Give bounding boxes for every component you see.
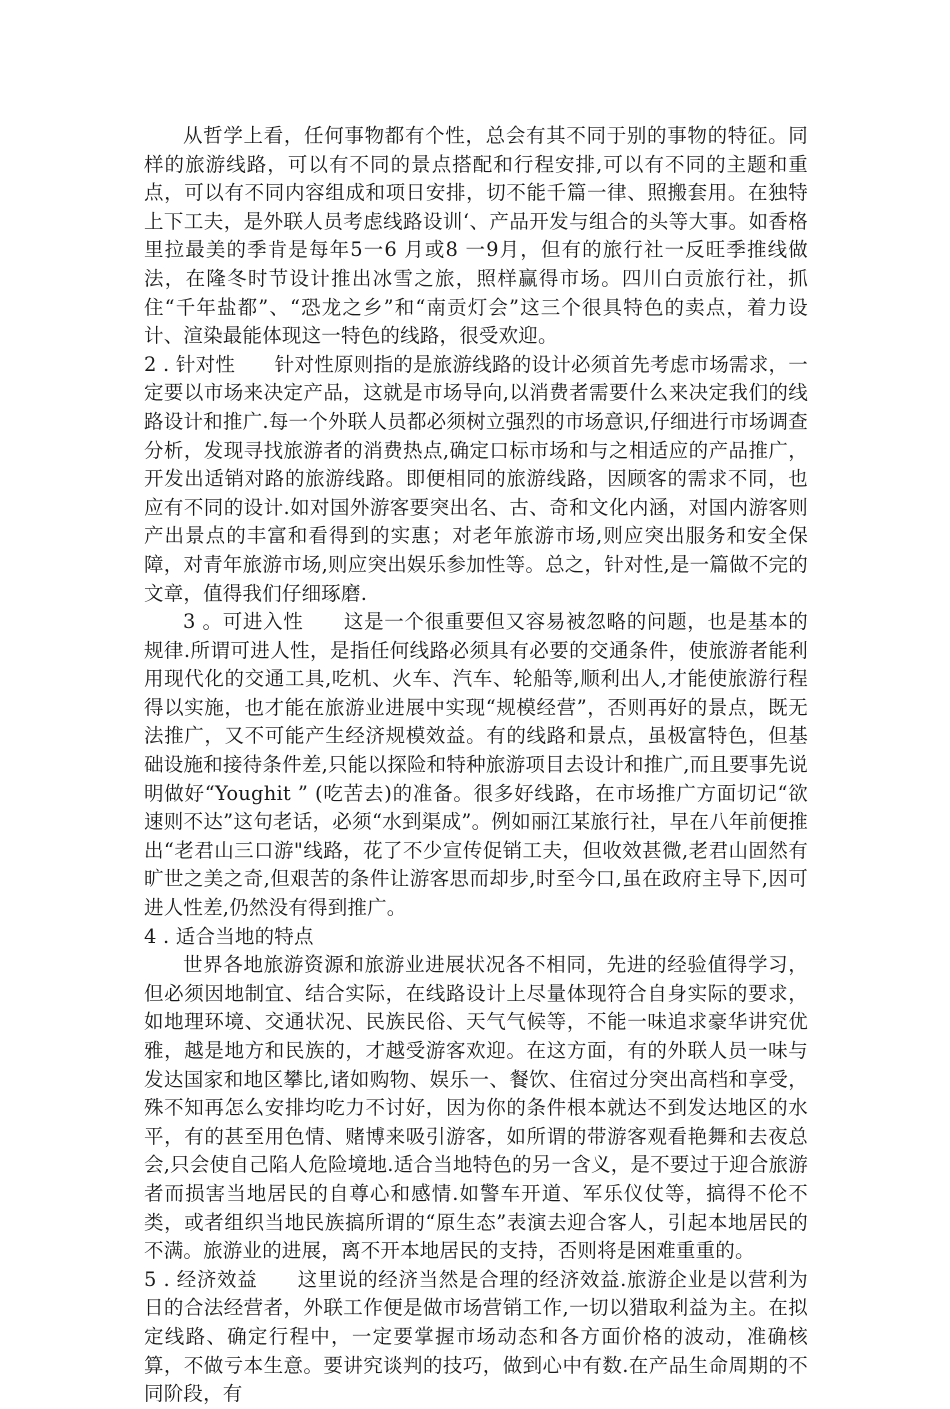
paragraph-local-characteristics-body: 世界各地旅游资源和旅游业进展状况各不相同，先进的经验值得学习，但必须因地制宜、结合实际，在线路设计上尽量体现符合自身实际的要求，如地理环境、交通状况、民族民俗、天气气候等，不能一味追求豪华讲究优雅，越是地方和民族的，才越受游客欢迎。在这方面，有的外联人员一味与发达国家和地区攀比,诸如购物、娱乐一、餐饮、住宿过分突出高档和享受，殊不知再怎么安排均吃力不讨好，因为你的条件根本就达不到发达地区的水平，有的甚至用色情、赌博来吸引游客，如所谓的带游客观看艳舞和去夜总会,只会使自己陷人危险境地.适合当地特色的另一含义，是不要过于迎合旅游者而损害当地居民的自尊心和感情.如警车开道、军乐仪仗等，搞得不伦不类，或者组织当地民族搞所谓的“原生态”表演去迎合客人，引起本地居民的不满。旅游业的进展，离不开本地居民的支持，否则将是困难重重的。	[144, 953, 808, 1263]
paragraph-uniqueness-body: 从哲学上看，任何事物都有个性，总会有其不同于别的事物的特征。同样的旅游线路，可以有不同的景点搭配和行程安排,可以有不同的主题和重点，可以有不同内容组成和项日安排，切不能千篇一律、照搬套用。在独特上下工夫，是外联人员考虑线路设训‘、产品开发与组合的头等大事。如香格里拉最美的季肯是每年5一6 月或8 一9月，但有的旅行社一反旺季推线做法，在隆冬时节设计推出冰雪之旅，照样赢得市场。四川白贡旅行社，抓住“千年盐都”、“恐龙之乡”和“南贡灯会”这三个很具特色的卖点，着力设计、渲染最能体现这一特色的线路，很受欢迎。	[144, 124, 808, 348]
paragraph-targeting: 2 . 针对性 针对性原则指的是旅游线路的设计必须首先考虑市场需求，一定要以市场来决定产品，这就是市场导向,以消费者需要什么来决定我们的线路设计和推广.每一个外联人员都必须树立强烈的市场意识,仔细进行市场调查分析，发现寻找旅游者的消费热点,确定口标市场和与之相适应的产品推广，开发出适销对路的旅游线路。即便相同的旅游线路，因顾客的需求不同，也应有不同的设计.如对国外游客要突出名、古、奇和文化内涵，对国内游客则产出景点的丰富和看得到的实惠；对老年旅游市场,则应突出服务和安全保障，对青年旅游市场,则应突出娱乐参加性等。总之，针对性,是一篇做不完的文章，值得我们仔细琢磨.	[144, 352, 808, 605]
document-body	[144, 122, 808, 1409]
paragraph-accessibility: 3 。可进入性 这是一个很重要但又容易被忽略的问题，也是基本的规律.所谓可进人性，是指任何线路必须具有必要的交通条件，使旅游者能利用现代化的交通工具,吃机、火车、汽车、轮船等,顺利出人,才能使旅游行程得以实施，也才能在旅游业进展中实现“规模经营”，否则再好的景点，既无法推广，又不可能产生经济规模效益。有的线路和景点，虽极富特色，但基础设施和接待条件差,只能以探险和特种旅游项目去设计和推广,而且要事先说明做好“Youghit ” (吃苦去)的准备。很多好线路，在市场推广方面切记“欲速则不达”这句老话，必须“水到渠成”。例如丽江某旅行社，早在八年前便推出“老君山三口游"线路，花了不少宣传促销工夫，但收效甚微,老君山固然有旷世之美之奇,但艰苦的条件让游客思而却步,时至今口,虽在政府主导下,因可进人性差,仍然没有得到推广。	[144, 610, 808, 920]
paragraph-economic-benefit: 5 . 经济效益 这里说的经济当然是合理的经济效益.旅游企业是以营利为日的合法经营者，外联工作便是做市场营销工作,一切以猎取利益为主。在拟定线路、确定行程中，一定要掌握市场动态和各方面价格的波动，准确核算，不做亏本生意。要讲究谈判的技巧，做到心中有数.在产品生命周期的不同阶段，有	[144, 1267, 808, 1406]
section-heading-local-characteristics: 4 . 适合当地的特点	[144, 924, 314, 948]
